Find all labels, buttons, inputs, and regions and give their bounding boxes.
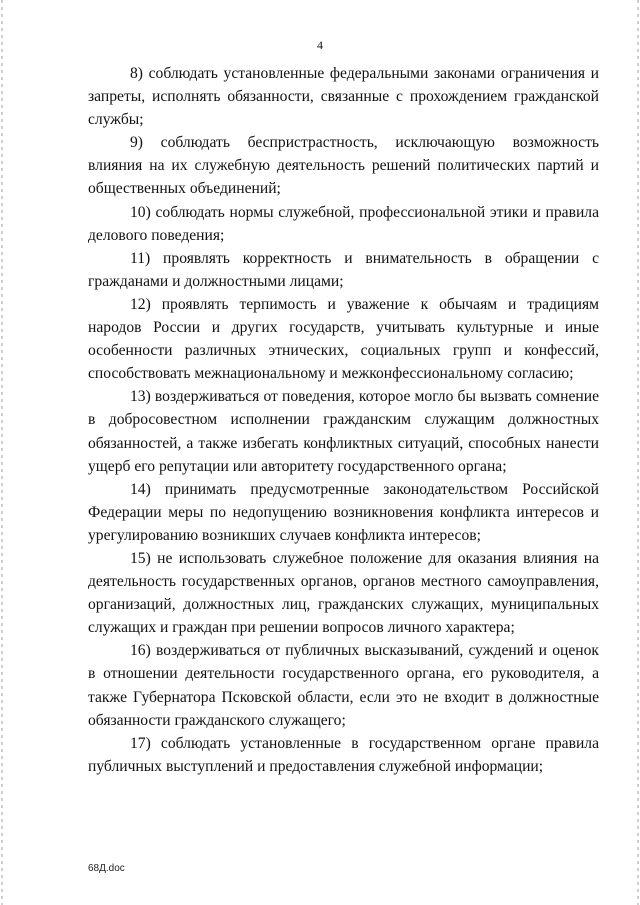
paragraph-item-12: 12) проявлять терпимость и уважение к обычаям и традициям народов России и других государств, учитывать культурные и иные особенности различных этнических, социальных групп и конфессий, способствовать межнациональному и межконфессиональному согласию;	[88, 295, 599, 383]
paragraph-item-17: 17) соблюдать установленные в государственном органе правила публичных выступлений и предоставления служебной информации;	[88, 734, 599, 775]
paragraph-item-13: 13) воздерживаться от поведения, которое могло бы вызвать сомнение в добросовестном исполнении гражданским служащим должностных обязанностей, а также избегать конфликтных ситуаций, способных нанести ущерб его репутации или авторитету государственного органа;	[88, 388, 599, 475]
footer-filename: 68Д.doc	[88, 863, 125, 874]
scan-left-edge	[1, 0, 3, 905]
document-body	[88, 62, 599, 778]
scan-right-edge	[637, 0, 639, 905]
paragraph-item-8: 8) соблюдать установленные федеральными законами ограничения и запреты, исполнять обязанности, связанные с прохождением гражданской службы;	[88, 65, 599, 129]
paragraph-item-14: 14) принимать предусмотренные законодательством Российской Федерации меры по недопущению возникновения конфликта интересов и урегулированию возникших случаев конфликта интересов;	[88, 480, 599, 544]
paragraph-item-9: 9) соблюдать беспристрастность, исключающую возможность влияния на их служебную деятельность решений политических партий и общественных объединений;	[88, 134, 599, 198]
paragraph-item-11: 11) проявлять корректность и внимательность в обращении с гражданами и должностными лицами;	[88, 249, 599, 290]
page-number: 4	[317, 38, 323, 52]
paragraph-item-10: 10) соблюдать нормы служебной, профессиональной этики и правила делового поведения;	[88, 203, 599, 244]
paragraph-item-15: 15) не использовать служебное положение для оказания влияния на деятельность государственных органов, органов местного самоуправления, организаций, должностных лиц, гражданских служащих, муниципальных служащих и граждан при решении вопросов личного характера;	[88, 549, 599, 637]
paragraph-item-16: 16) воздерживаться от публичных высказываний, суждений и оценок в отношении деятельности государственного органа, его руководителя, а также Губернатора Псковской области, если это не входит в должностные обязанности гражданского служащего;	[88, 642, 599, 729]
